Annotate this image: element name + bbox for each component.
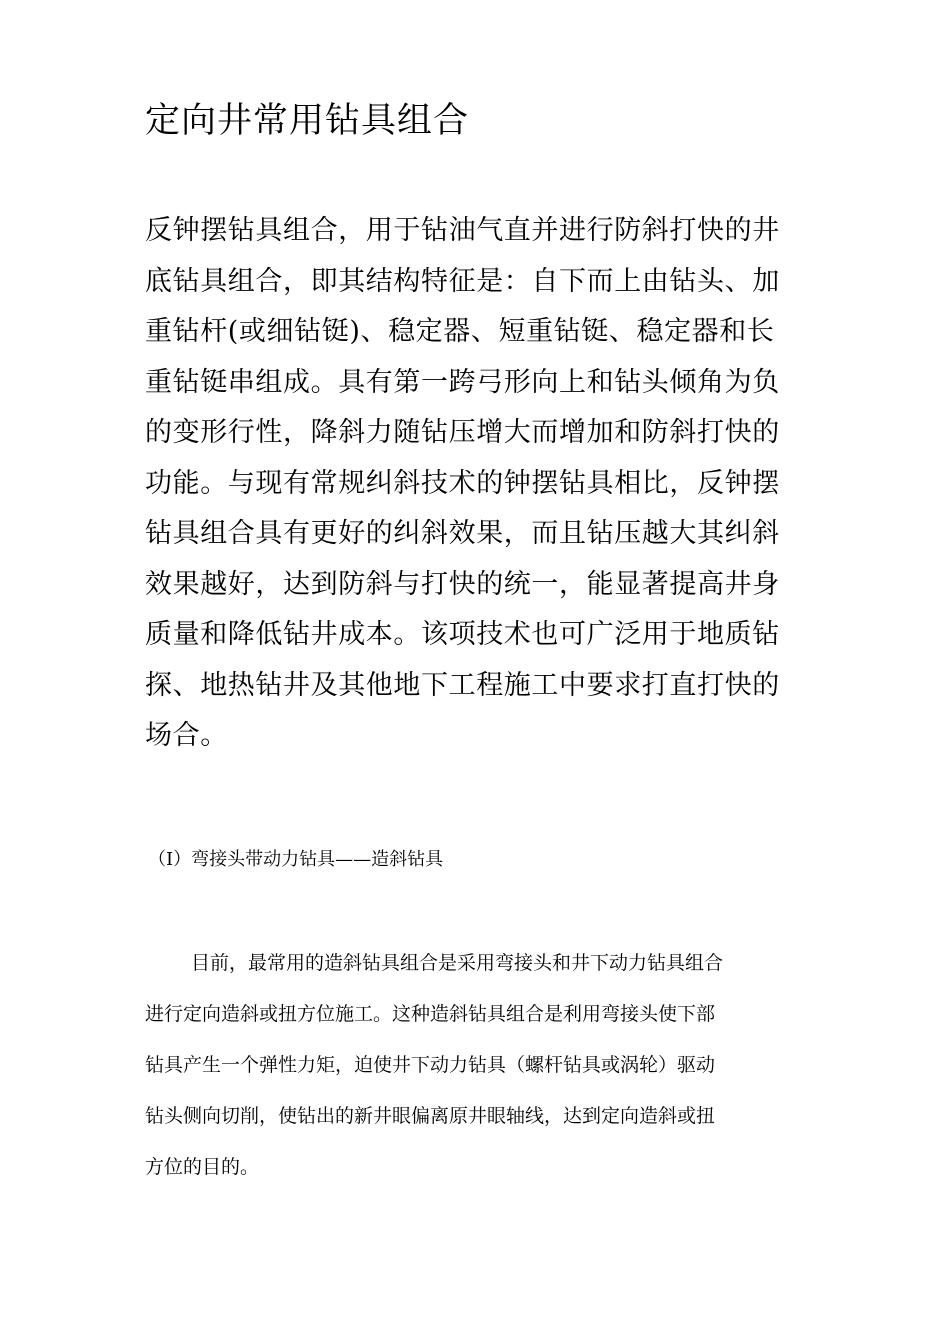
paragraph-line: 重钻铤串组成。具有第一跨弓形向上和钻头倾角为负 xyxy=(145,366,780,398)
page-title: 定向井常用钻具组合 xyxy=(145,101,470,141)
paragraph-line: 反钟摆钻具组合，用于钻油气直并进行防斜打快的井 xyxy=(145,215,780,246)
section-heading: （Ⅰ）弯接头带动力钻具——造斜钻具 xyxy=(148,849,444,870)
section-paragraph xyxy=(145,938,815,1193)
paragraph-line: 场合。 xyxy=(145,720,228,751)
paragraph-line: 底钻具组合，即其结构特征是：自下而上由钻头、加 xyxy=(145,265,780,297)
paragraph-line: 功能。与现有常规纠斜技术的钟摆钻具相比，反钟摆 xyxy=(145,467,780,499)
paragraph-line: 方位的目的。 xyxy=(145,1156,260,1178)
paragraph-line: 目前，最常用的造斜钻具组合是采用弯接头和井下动力钻具组合 xyxy=(191,952,724,974)
paragraph-line: 钻具产生一个弹性力矩，迫使井下动力钻具（螺杆钻具或涡轮）驱动 xyxy=(145,1054,716,1076)
paragraph-line: 的变形行性，降斜力随钻压增大而增加和防斜打快的 xyxy=(145,417,780,448)
paragraph-line: 进行定向造斜或扭方位施工。这种造斜钻具组合是利用弯接头使下部 xyxy=(145,1003,716,1025)
paragraph-line: 钻具组合具有更好的纠斜效果，而且钻压越大其纠斜 xyxy=(145,518,780,549)
paragraph-line: 钻头侧向切削，使钻出的新井眼偏离原井眼轴线，达到定向造斜或扭 xyxy=(145,1105,716,1127)
paragraph-line: 效果越好，达到防斜与打快的统一，能显著提高井身 xyxy=(145,568,780,600)
paragraph-line: 重钻杆(或细钻铤)、稳定器、短重钻铤、稳定器和长 xyxy=(145,316,775,347)
paragraph-line: 探、地热钻井及其他地下工程施工中要求打直打快的 xyxy=(145,669,780,701)
paragraph-line: 质量和降低钻井成本。该项技术也可广泛用于地质钻 xyxy=(145,619,780,650)
intro-paragraph xyxy=(145,206,825,762)
